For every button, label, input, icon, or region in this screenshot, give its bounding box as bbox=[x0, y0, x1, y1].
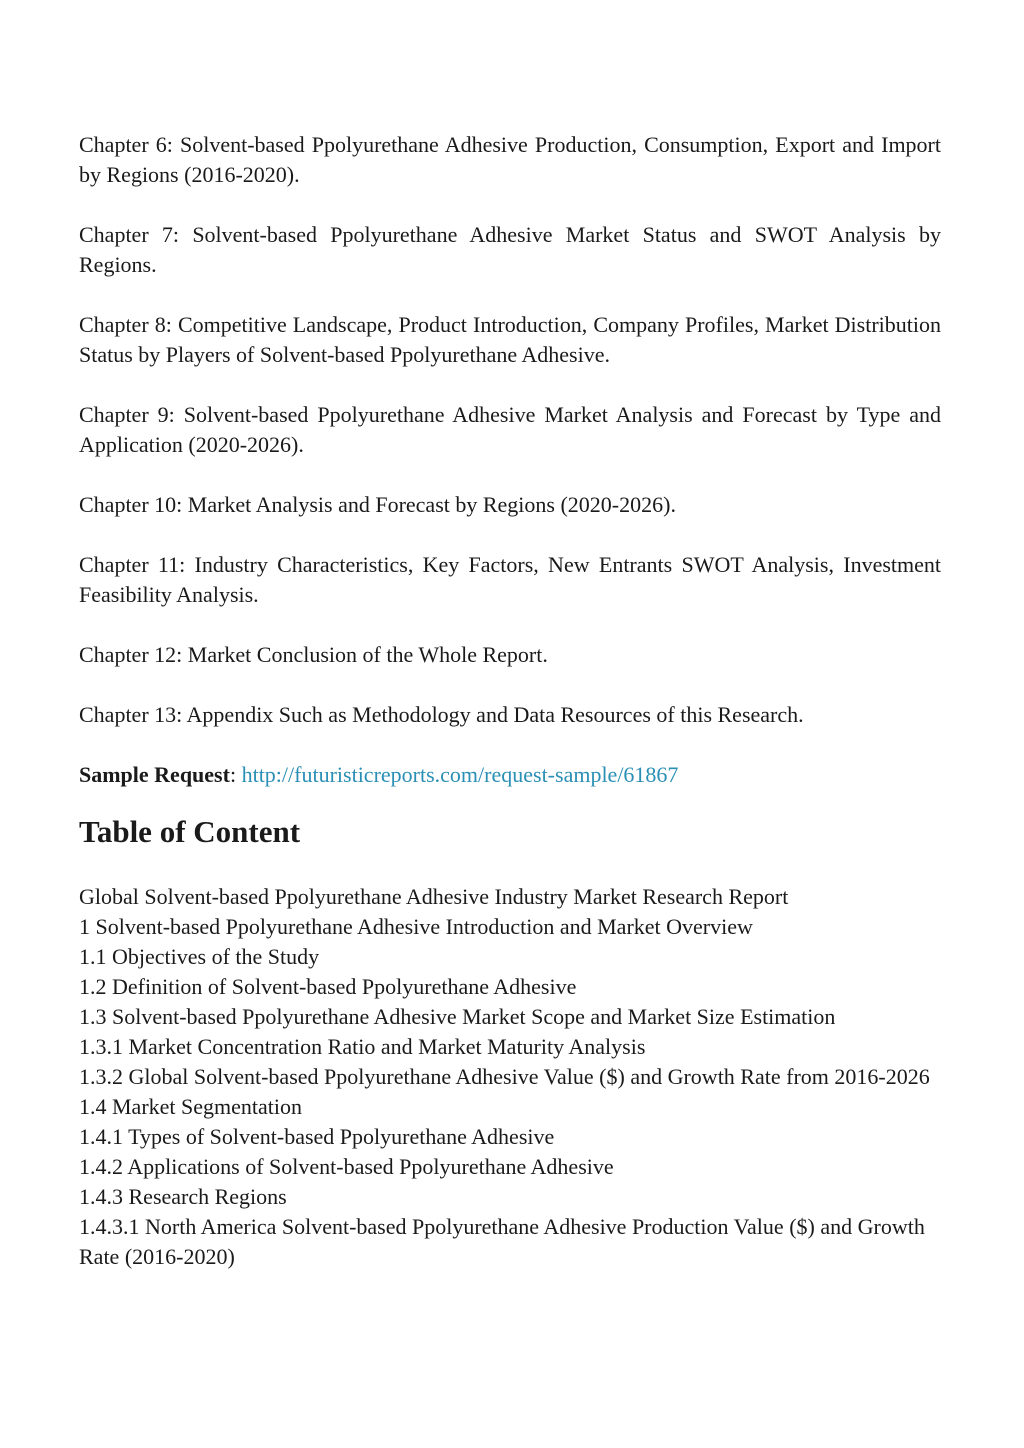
toc-list bbox=[79, 882, 941, 1272]
chapter-9-paragraph: Chapter 9: Solvent-based Ppolyurethane Adhesive Market Analysis and Forecast by Type and Application (2020-2026). bbox=[79, 402, 941, 457]
sample-request-link[interactable]: http://futuristicreports.com/request-sample/61867 bbox=[241, 762, 679, 787]
toc-item: 1 Solvent-based Ppolyurethane Adhesive Introduction and Market Overview bbox=[79, 914, 753, 939]
sample-request-label: Sample Request bbox=[79, 762, 230, 787]
toc-item: 1.4.2 Applications of Solvent-based Ppolyurethane Adhesive bbox=[79, 1154, 614, 1179]
toc-heading: Table of Content bbox=[79, 814, 301, 849]
toc-item: 1.2 Definition of Solvent-based Ppolyurethane Adhesive bbox=[79, 974, 577, 999]
document-page bbox=[79, 130, 941, 1272]
chapter-13-paragraph: Chapter 13: Appendix Such as Methodology and Data Resources of this Research. bbox=[79, 702, 804, 727]
chapter-10-paragraph: Chapter 10: Market Analysis and Forecast by Regions (2020-2026). bbox=[79, 492, 676, 517]
toc-item: 1.3.2 Global Solvent-based Ppolyurethane Adhesive Value ($) and Growth Rate from 2016-2026 bbox=[79, 1064, 930, 1089]
toc-item: 1.3.1 Market Concentration Ratio and Market Maturity Analysis bbox=[79, 1034, 646, 1059]
sample-request-line bbox=[79, 760, 941, 790]
toc-item: 1.4.1 Types of Solvent-based Ppolyurethane Adhesive bbox=[79, 1124, 555, 1149]
toc-item: 1.4.3.1 North America Solvent-based Ppolyurethane Adhesive Production Value ($) and Growth Rate (2016-2020) bbox=[79, 1214, 925, 1269]
chapter-6-paragraph: Chapter 6: Solvent-based Ppolyurethane Adhesive Production, Consumption, Export and Import by Regions (2016-2020). bbox=[79, 132, 941, 187]
chapter-7-paragraph: Chapter 7: Solvent-based Ppolyurethane Adhesive Market Status and SWOT Analysis by Regions. bbox=[79, 222, 941, 277]
toc-item: 1.4 Market Segmentation bbox=[79, 1094, 303, 1119]
sample-request-separator: : bbox=[229, 762, 242, 787]
chapter-8-paragraph: Chapter 8: Competitive Landscape, Product Introduction, Company Profiles, Market Distribution Status by Players of Solvent-based Ppolyurethane Adhesive. bbox=[79, 312, 941, 367]
toc-item: Global Solvent-based Ppolyurethane Adhesive Industry Market Research Report bbox=[79, 884, 789, 909]
toc-item: 1.4.3 Research Regions bbox=[79, 1184, 287, 1209]
chapter-12-paragraph: Chapter 12: Market Conclusion of the Whole Report. bbox=[79, 642, 548, 667]
chapter-11-paragraph: Chapter 11: Industry Characteristics, Key Factors, New Entrants SWOT Analysis, Investment Feasibility Analysis. bbox=[79, 552, 941, 607]
toc-item: 1.1 Objectives of the Study bbox=[79, 944, 320, 969]
toc-item: 1.3 Solvent-based Ppolyurethane Adhesive Market Scope and Market Size Estimation bbox=[79, 1004, 836, 1029]
